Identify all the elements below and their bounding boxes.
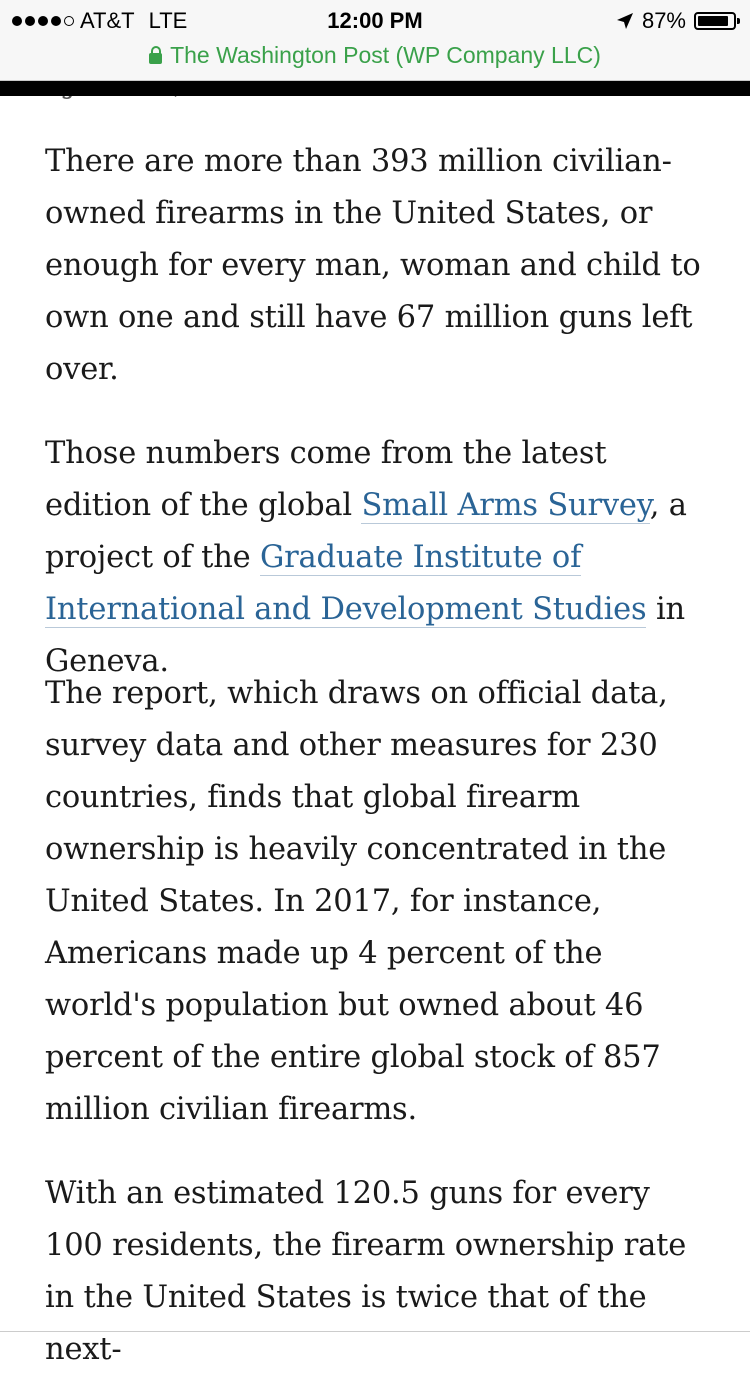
site-header-bar	[0, 80, 750, 96]
browser-chrome	[0, 0, 750, 81]
battery-icon	[694, 12, 736, 30]
battery-percent: 87%	[641, 8, 686, 33]
page-bottom-edge	[0, 1331, 750, 1332]
network-label: LTE	[148, 8, 188, 33]
paragraph-2: Those numbers come from the latest edition of the global Small Arms Survey, a project of the Graduate Institute of International and Development Studies in Geneva.	[45, 436, 687, 679]
status-right	[616, 8, 736, 34]
clock: 12:00 PM	[327, 8, 423, 33]
graduate-institute-link[interactable]: Graduate Institute of International and Development Studies	[45, 540, 647, 627]
paragraph-1: There are more than 393 million civilian-owned firearms in the United States, or enough for every man, woman and child to own one and still have 67 million guns left over.	[45, 144, 701, 387]
battery-fill	[698, 16, 728, 26]
site-identity: The Washington Post (WP Company LLC)	[170, 41, 601, 68]
location-arrow-icon	[616, 12, 634, 30]
paragraph-3: The report, which draws on official data, survey data and other measures for 230 countries, finds that global firearm ownership is heavily concentrated in the United States. In 2017, for instance, Americans made up 4 percent of the world's population but owned about 46 percent of the entire global stock of 857 million civilian firearms.	[45, 676, 668, 1127]
address-bar[interactable]	[0, 40, 750, 70]
small-arms-survey-link[interactable]: Small Arms Survey	[361, 488, 650, 523]
paragraph-4: With an estimated 120.5 guns for every 100 residents, the firearm ownership rate in the United States is twice that of the next-	[45, 1176, 687, 1367]
carrier-label: AT&T	[80, 8, 135, 33]
status-bar	[0, 6, 750, 36]
lock-icon	[149, 46, 162, 64]
